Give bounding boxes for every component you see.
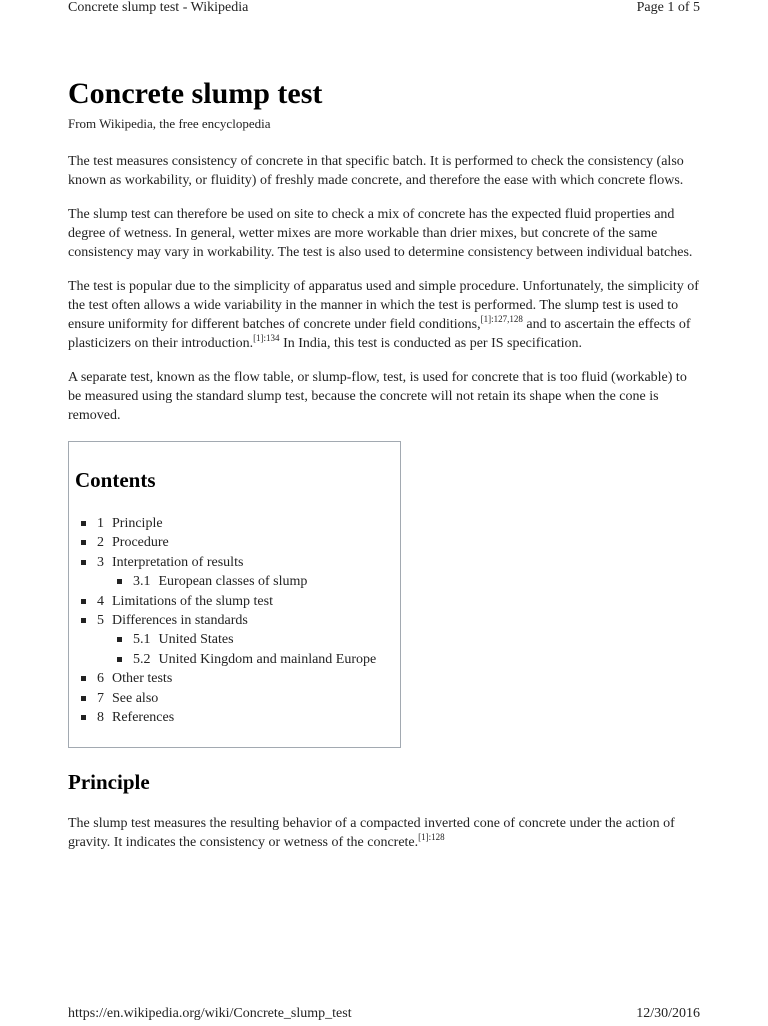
bullet-icon [117,657,122,662]
toc-item-united-states[interactable] [133,630,400,649]
bullet-icon [81,560,86,565]
toc-sublist [97,630,400,669]
toc-number: 2 [97,535,104,551]
toc-item-differences[interactable] [97,611,400,669]
section-heading-principle: Principle [68,770,150,794]
bullet-icon [81,676,86,681]
intro-paragraph-3 [68,277,700,353]
toc-number: 5.2 [133,651,151,667]
site-tagline: From Wikipedia, the free encyclopedia [68,116,271,131]
toc-label: See also [112,690,159,706]
toc-item-see-also[interactable] [97,689,400,708]
bullet-icon [117,579,122,584]
print-header [68,0,700,20]
toc-label: Interpretation of results [112,554,244,570]
toc-title: Contents [75,468,156,492]
paragraph-text: The slump test measures the resulting behavior of a compacted inverted cone of concrete under the action of gravity. It indicates the consistency or wetness of the concrete. [68,816,675,850]
print-footer-url: https://en.wikipedia.org/wiki/Concrete_slump_test [68,1006,352,1021]
toc-number: 1 [97,516,104,531]
toc-item-european-classes[interactable] [133,572,400,591]
toc-item-other-tests[interactable] [97,669,400,688]
toc-label: United States [158,632,234,648]
toc-item-uk-europe[interactable] [133,650,400,669]
print-footer-date: 12/30/2016 [636,1006,700,1021]
toc-label: References [112,710,175,726]
toc-item-interpretation[interactable] [97,553,400,592]
toc-number: 5 [97,613,104,629]
toc-label: United Kingdom and mainland Europe [158,651,377,667]
print-header-title: Concrete slump test - Wikipedia [68,0,249,15]
citation-link[interactable]: [1]:134 [253,333,280,343]
toc-item-procedure[interactable] [97,533,400,552]
intro-paragraph-4: A separate test, known as the flow table, or slump-flow, test, is used for concrete that is too fluid (workable) to be measured using the standard slump test, because the concrete will not retain its shape when the cone is removed. [68,370,687,423]
toc-sublist [97,572,400,591]
bullet-icon [81,599,86,604]
paragraph-text: and to ascertain the effects of plasticizers on their introduction. [68,317,691,351]
bullet-icon [81,540,86,545]
print-footer [68,1006,700,1026]
paragraph-text: In India, this test is conducted as per IS specification. [279,336,583,351]
toc-label: Procedure [112,535,169,551]
toc-label: Limitations of the slump test [112,593,273,609]
table-of-contents [68,441,401,748]
toc-number: 4 [97,593,104,609]
article-content [68,74,700,867]
bullet-icon [81,715,86,720]
toc-number: 5.1 [133,632,151,648]
principle-paragraph [68,814,700,852]
toc-number: 8 [97,710,104,726]
toc-number: 3.1 [133,574,151,590]
bullet-icon [81,696,86,701]
toc-item-references[interactable] [97,708,400,727]
citation-link[interactable]: [1]:127,128 [480,314,523,324]
bullet-icon [81,521,86,526]
bullet-icon [81,618,86,623]
page-title: Concrete slump test [68,77,323,110]
toc-label: European classes of slump [158,574,308,590]
toc-number: 3 [97,554,104,570]
toc-number: 6 [97,671,104,687]
toc-label: Principle [112,516,163,531]
intro-paragraph-2: The slump test can therefore be used on site to check a mix of concrete has the expected fluid properties and degree of wetness. In general, wetter mixes are more workable than drier mixes, but concrete of the same consistency may vary in workability. The test is also used to determine consistency between individual batches. [68,207,693,260]
intro-paragraph-1: The test measures consistency of concrete in that specific batch. It is performed to check the consistency (also known as workability, or fluidity) of freshly made concrete, and therefore the ease with which concrete flows. [68,154,684,188]
toc-item-principle[interactable] [97,514,400,533]
bullet-icon [117,637,122,642]
toc-label: Differences in standards [112,613,248,629]
toc-list [75,514,400,727]
citation-link[interactable]: [1]:128 [418,832,445,842]
toc-number: 7 [97,690,104,706]
toc-label: Other tests [112,671,173,687]
paragraph-text: The test is popular due to the simplicity of apparatus used and simple procedure. Unfortunately, the simplicity of the test often allows a wide variability in the manner in which the test is performed. The slump test is used to ensure uniformity for different batches of concrete under field conditions, [68,279,699,332]
toc-item-limitations[interactable] [97,592,400,611]
print-page-count: Page 1 of 5 [636,0,700,15]
